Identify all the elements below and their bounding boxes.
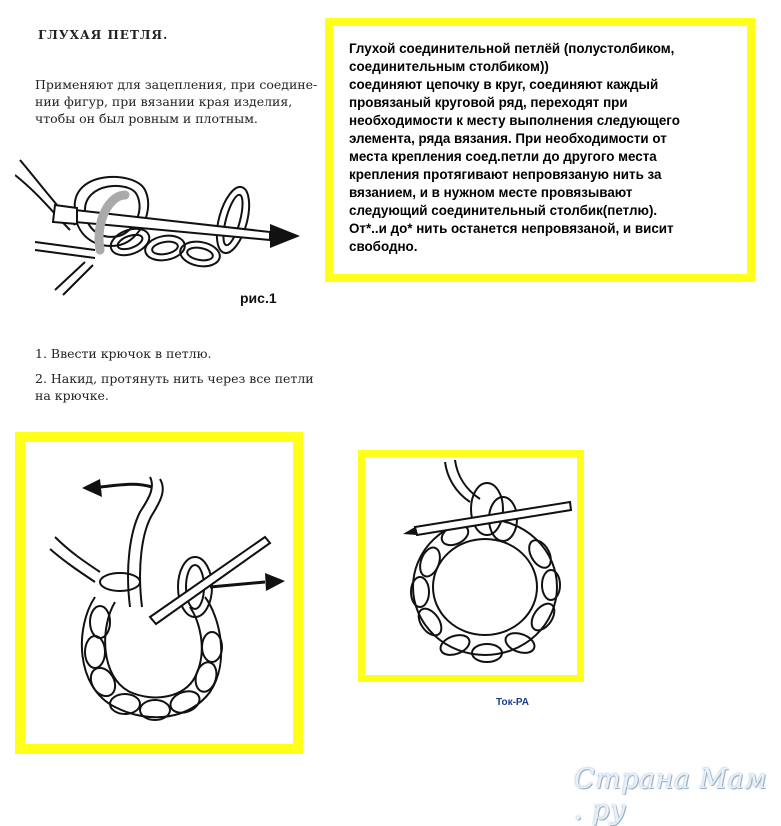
ring-hook-illustration [40, 457, 290, 742]
intro-paragraph [35, 76, 325, 127]
note-line: соединительным столбиком)) [349, 59, 549, 74]
note-line: свободно. [349, 239, 418, 254]
note-line: элемента, ряда вязания. При необходимости от [349, 131, 667, 146]
note-line: места крепления соед.петли до другого места [349, 149, 657, 164]
step-2: 2. Накид, протянуть нить через все петли на крючке. [35, 371, 314, 403]
diagram-frame-right [358, 450, 584, 682]
figure-label: рис.1 [240, 290, 277, 306]
note-line: От*..и до* нить останется непровязаной, и висит [349, 221, 674, 236]
figure-1-illustration [15, 150, 320, 300]
note-line: провязаный круговой ряд, переходят при [349, 95, 628, 110]
watermark-logo: Страна Мам . ру [574, 764, 768, 826]
note-line: Глухой соединительной петлёй (полустолбиком, [349, 41, 675, 56]
note-line: следующий соединительный столбик(петлю). [349, 203, 658, 218]
note-line: крепления протягивают непровязаную нить за [349, 167, 662, 182]
note-line: вязанием, и в нужном месте провязывают [349, 185, 633, 200]
closed-ring-illustration [375, 457, 585, 682]
page-heading: ГЛУХАЯ ПЕТЛЯ. [38, 28, 169, 42]
intro-line: нии фигур, при вязании края изделия, [35, 94, 293, 109]
note-box [325, 18, 755, 282]
diagram-frame-left [15, 432, 303, 754]
step-1: 1. Ввести крючок в петлю. [35, 346, 212, 361]
note-line: соединяют цепочку в круг, соединяют каждый [349, 77, 659, 92]
note-line: необходимости к месту выполнения следующего [349, 113, 680, 128]
intro-line: чтобы он был ровным и плотным. [35, 111, 258, 126]
credit-label: Ток-РА [496, 697, 529, 708]
intro-line: Применяют для зацепления, при соедине- [35, 77, 318, 92]
